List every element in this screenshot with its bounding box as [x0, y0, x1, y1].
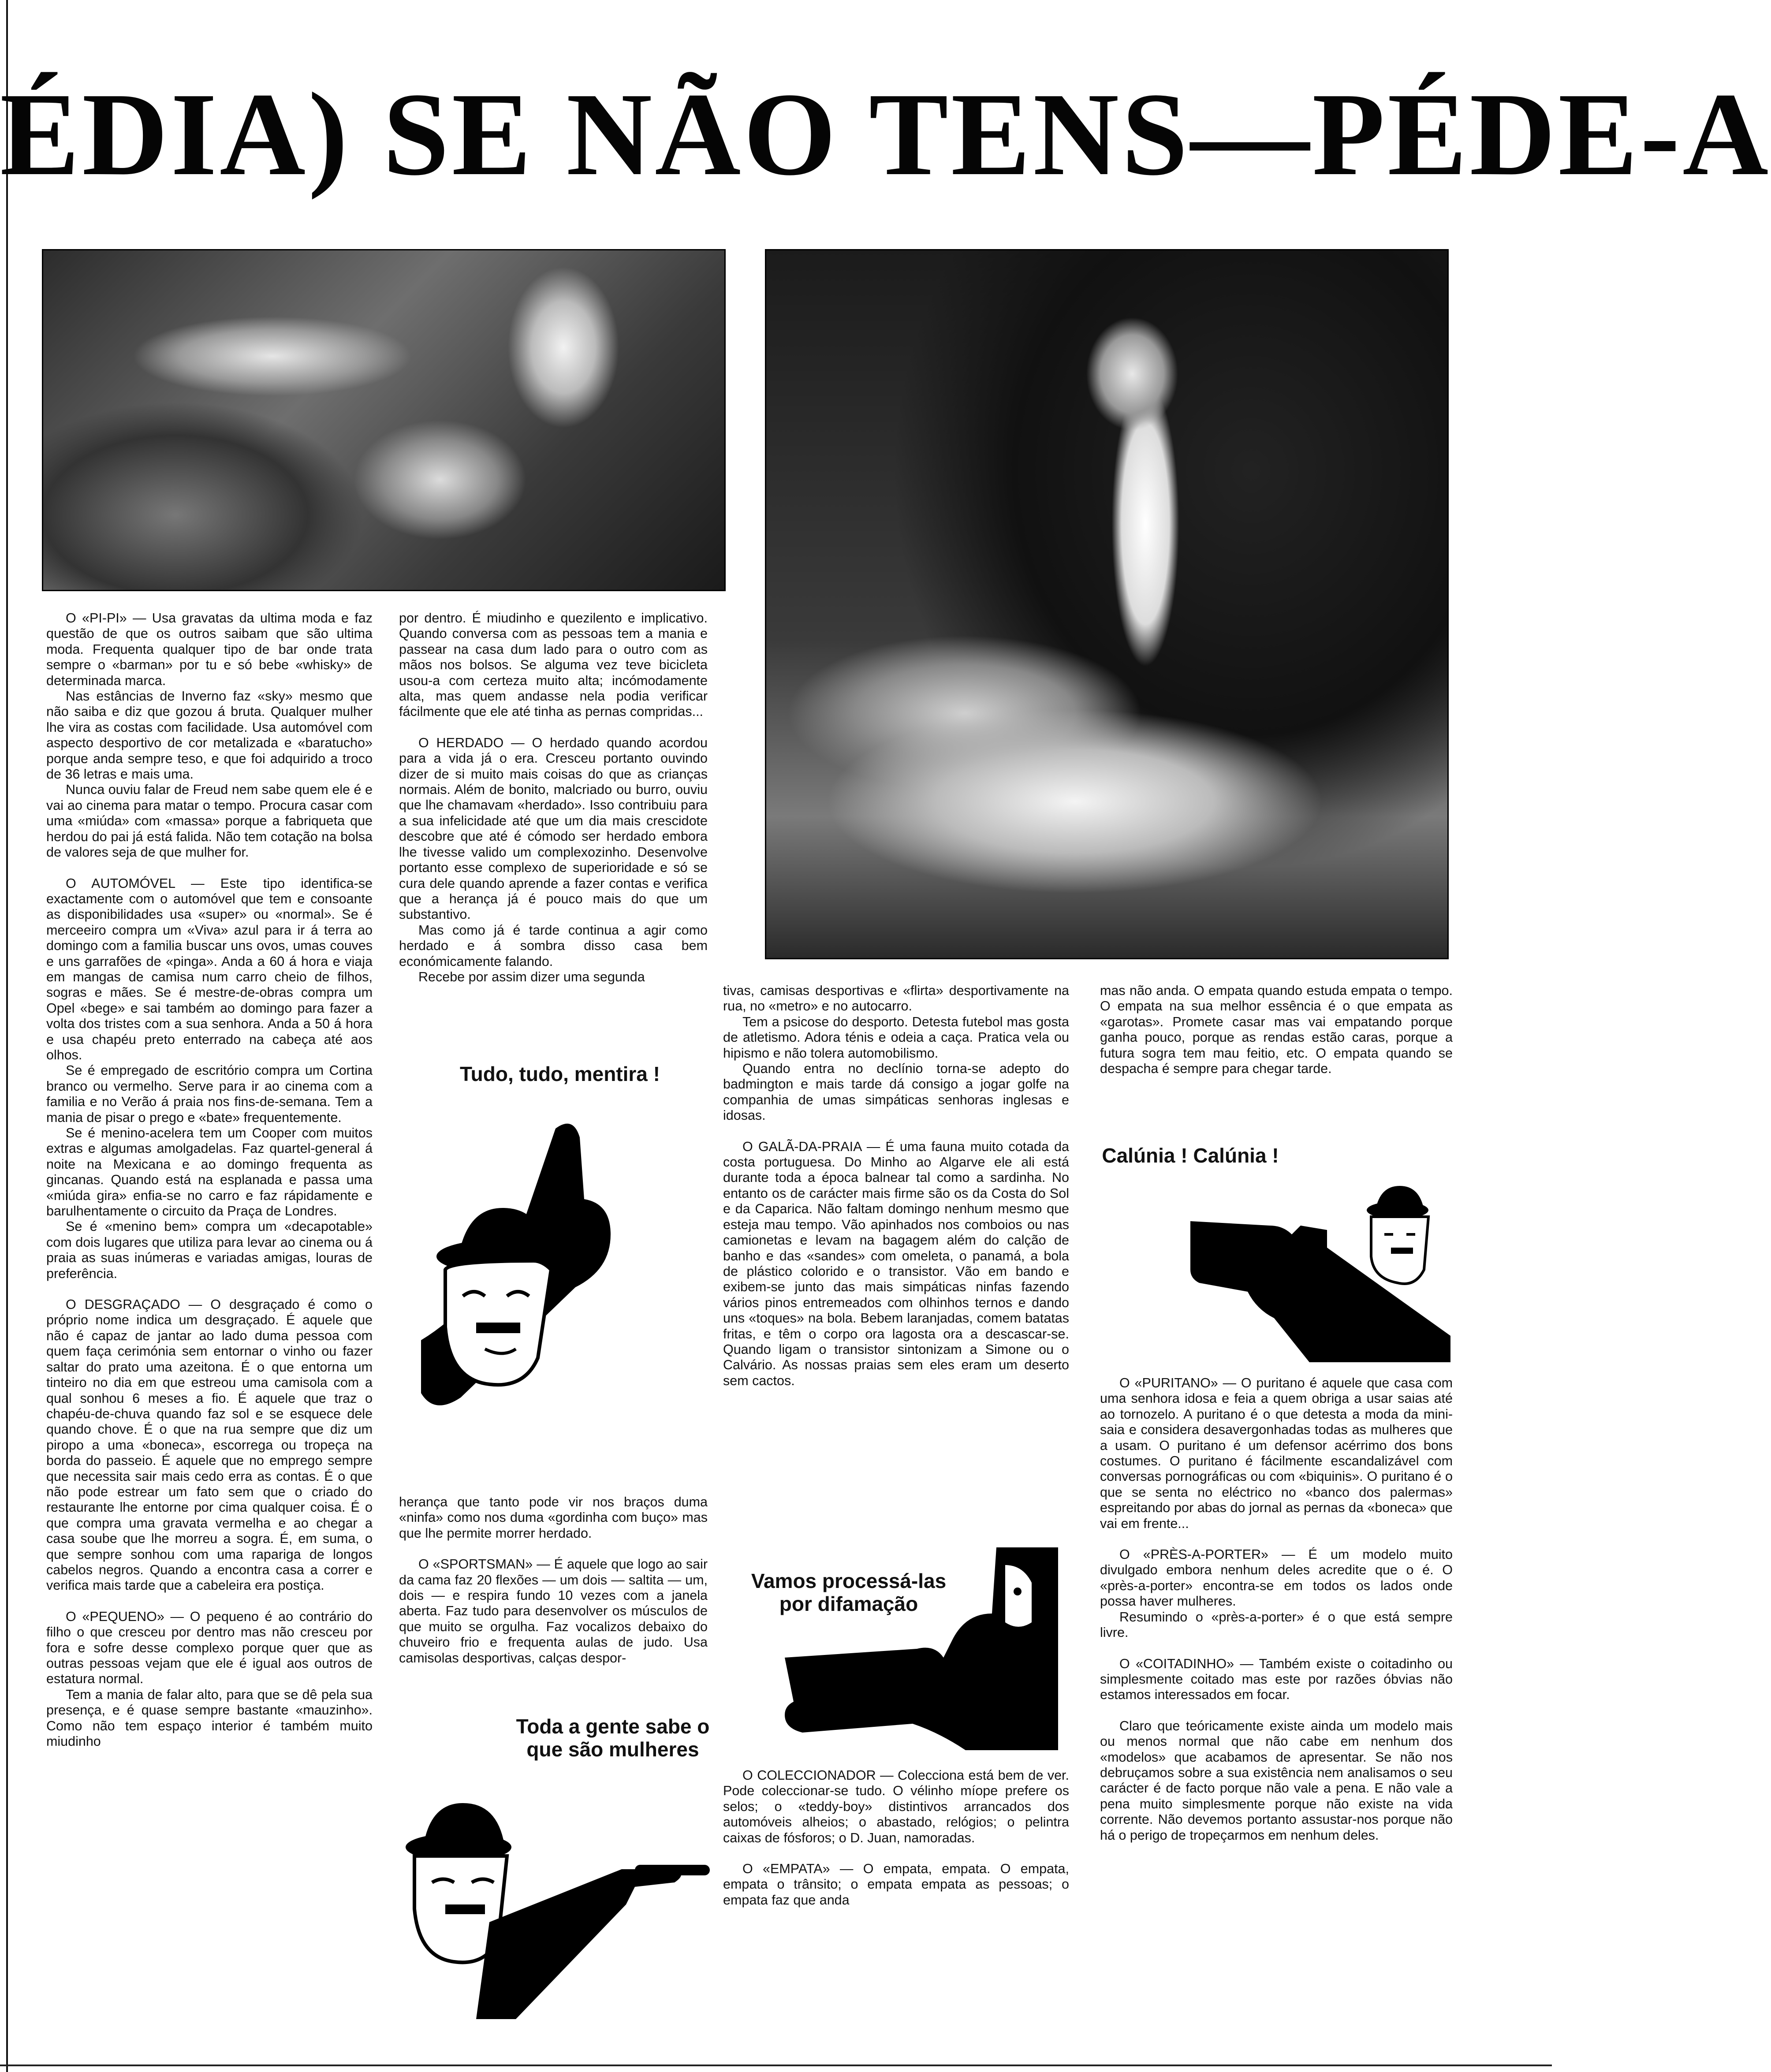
- paragraph: O COLECCIONADOR — Colecciona está bem de ver. Pode coleccionar-se tudo. O vélinho míope prefere os selos; o «teddy-boy» distintivos arrancados dos automóveis alheios; o abastado, relógios; o pelintra caixas de fósforos; o D. Juan, namoradas.: [723, 1768, 1069, 1845]
- paragraph: Tem a mania de falar alto, para que se dê pela sua presença, e é quase sempre bastante «mauzinho». Como não tem espaço interior é também muito miudinho: [46, 1687, 373, 1749]
- paragraph: O «PRÈS-A-PORTER» — É um modelo muito divulgado embora nenhum deles acredite que o é. O «près-a-porter» encontra-se em todos os lados onde possa haver mulheres.: [1100, 1547, 1453, 1609]
- cartoon-caption-toda: Toda a gente sabe o que são mulheres: [516, 1715, 710, 1761]
- page-headline: ÉDIA) SE NÃO TENS—PÉDE-A: [0, 68, 1771, 200]
- photo-man-in-tuxedo: [765, 249, 1449, 959]
- paragraph: Nas estâncias de Inverno faz «sky» mesmo que não saiba e diz que gozou á bruta. Qualquer mulher lhe vira as costas com facilidade. Usa automóvel com aspecto desportivo de cor metalizada e «baratucho» porque anda sempre teso, e que foi adquirido a troco de 36 letras e mais uma.: [46, 689, 373, 782]
- cartoon-caption-tudo: Tudo, tudo, mentira !: [460, 1062, 660, 1085]
- article-column-3: [723, 983, 1069, 1389]
- paragraph: por dentro. É miudinho e quezilento e implicativo. Quando conversa com as pessoas tem a mania e passear na casa dum lado para o outro com as mãos nos bolsos. Se alguma vez teve bicicleta usou-a com certeza muito alta; incómodamente alta, mas quem andasse nela podia verificar fácilmente que ele até tinha as pernas compridas...: [399, 611, 708, 719]
- paragraph: O «SPORTSMAN» — É aquele que logo ao sair da cama faz 20 flexões — um dois — saltita — um, dois — e respira fundo 10 vezes com a janela aberta. Faz tudo para desenvolver os músculos de que muito se orgulha. Faz vocalizos debaixo do chuveiro frio e frequenta aulas de judo. Usa camisolas desportivas, calças despor-: [399, 1557, 708, 1666]
- paragraph: O «PI-PI» — Usa gravatas da ultima moda e faz questão de que os outros saibam que são ultima moda. Frequenta qualquer tipo de bar onde trata sempre o «barman» por tu e só bebe «whisky» de determinada marca.: [46, 611, 373, 688]
- paragraph: Tem a psicose do desporto. Detesta futebol mas gosta de atletismo. Adora ténis e odeia a caça. Pratica vela ou hipismo e não tolera automobilismo.: [723, 1014, 1069, 1061]
- paragraph: O «COITADINHO» — Também existe o coitadinho ou simplesmente coitado mas este por razões óbvias não estamos interessados em focar.: [1100, 1656, 1453, 1703]
- paragraph: Mas como já é tarde continua a agir como herdado e á sombra disso casa bem económicamente falando.: [399, 922, 708, 969]
- paragraph: herança que tanto pode vir nos braços duma «ninfa» como nos duma «gordinha com buço» mas que lhe permite morrer herdado.: [399, 1494, 708, 1541]
- article-column-4: [1100, 983, 1453, 1077]
- article-column-1: [46, 611, 373, 1749]
- paragraph: O HERDADO — O herdado quando acordou para a vida já o era. Cresceu portanto ouvindo dizer de si muito mais coisas do que as crianças normais. Além de bonito, malcriado ou burro, ouviu que lhe chamavam «herdado». Isso contribuiu para a sua infelicidade até que um dia mais crescidote descobre que até é cómodo ser herdado embora lhe tivesse valido um complexozinho. Desenvolve portanto esse complexo de superioridade e só se cura dele quando aprende a fazer contas e verifica que a herança já é pouco mais do que um substantivo.: [399, 735, 708, 922]
- paragraph: Recebe por assim dizer uma segunda: [418, 969, 645, 984]
- photo-couple-lying: [42, 249, 726, 591]
- paragraph: Se é «menino bem» compra um «decapotable» com dois lugares que utiliza para levar ao cinema ou á praia as suas inúmeras e variadas amigas, louras de preferência.: [46, 1219, 373, 1281]
- paragraph: Se é menino-acelera tem um Cooper com muitos extras e algumas amolgadelas. Faz quartel-general á noite na Mexicana e ao domingo frequenta as gincanas. Quando está na esplanada e passa uma «miúda gira» enfia-se no carro e faz rápidamente e barulhentamente o circuito da Praça de Londres.: [46, 1125, 373, 1219]
- paragraph: O DESGRAÇADO — O desgraçado é como o próprio nome indica um desgraçado. É aquele que não é capaz de jantar ao lado duma pessoa com quem faça cerimónia sem entornar o vinho ou fazer saltar do prato uma azeitona. É o que entorna um tinteiro no dia em que estreou uma camisola com a qual sonhou 6 meses a fio. É aquele que traz o chapéu-de-chuva quando faz sol e se esquece dele quando chove. É o que na rua sempre que diz um piropo a uma «boneca», escorrega ou tropeça na borda do passeio. É aquele que no emprego sempre que necessita sair mais cedo erra as contas. É o que não pode estrear um fato sem que o criado do restaurante lhe entorne por cima qualquer coisa. É o que compra uma gravata vermelha e ao chegar a casa soube que lhe morreu a sogra. É, em suma, o que sempre sonhou com uma rapariga de longos cabelos negros. Quando a encontra casa a correr e verifica mais tarde que a cabeleira era postiça.: [46, 1297, 373, 1593]
- man-with-bowler-hat-raising-finger-icon: [410, 1111, 657, 1481]
- paragraph: O «EMPATA» — O empata, empata. O empata, empata o trânsito; o empata empata as pessoas; o empata faz que anda: [723, 1861, 1069, 1908]
- paragraph: Nunca ouviu falar de Freud nem sabe quem ele é e vai ao cinema para matar o tempo. Procura casar com uma «miúda» com «massa» porque a fabriqueta que herdou do pai já está falida. Não tem cotação na bolsa de valores seja de que mulher for.: [46, 782, 373, 860]
- paragraph: O «PURITANO» — O puritano é aquele que casa com uma senhora idosa e feia a quem obriga a usar saias até ao tornozelo. A puritano é o que detesta a moda da mini-saia e considera desavergonhadas todas as mulheres que a usam. O puritano é um defensor acérrimo dos bons costumes. O puritano é fácilmente escandalizável com conversas pornográficas ou com «biquinis». O puritano é o que se senta no eléctrico no «banco dos palermas» espreitando por abas do jornal as pernas da «boneca» que vai em frente...: [1100, 1375, 1453, 1531]
- article-column-4-continued: [1100, 1375, 1453, 1843]
- paragraph: mas não anda. O empata quando estuda empata o tempo. O empata na sua melhor essência é o que empata as «garotas». Promete casar mas vai empatando porque ganha pouco, porque as rendas estão caras, porque a futura sogra tem mau feitio, etc. O empata quando se despacha é sempre para chegar tarde.: [1100, 983, 1453, 1077]
- paragraph: tivas, camisas desportivas e «flirta» desportivamente na rua, no «metro» e no autocarro.: [723, 983, 1069, 1014]
- pointing-hand-cartoon-icon: [776, 1539, 1076, 1759]
- article-column-2-continued: [399, 1494, 708, 1666]
- bottom-rule: [0, 2065, 1552, 2066]
- paragraph: Resumindo o «près-a-porter» é o que está sempre livre.: [1100, 1609, 1453, 1640]
- paragraph: Claro que teóricamente existe ainda um modelo mais ou menos normal que não cabe em nenhum dos «modelos» que acabamos de apresentar. Se não nos debruçamos sobre a sua existência nem analisamos o seu carácter é de facto porque não vale a pena. E não vale a pena muito simplesmente porque não existe na vida corrente. Não devemos portanto assustar-nos porque não há o perigo de tropeçarmos em nenhum deles.: [1100, 1718, 1453, 1843]
- paragraph: Se é empregado de escritório compra um Cortina branco ou vermelho. Serve para ir ao cinema com a familia e no Verão á praia nos fins-de-semana. Tem a mania de pisar o prego e «bate» frequentemente.: [46, 1063, 373, 1125]
- cartoon-caption-vamos: Vamos processá-las por difamação: [751, 1569, 947, 1615]
- cartoon-caption-calunia: Calúnia ! Calúnia !: [1102, 1144, 1279, 1167]
- left-margin-rule: [6, 0, 8, 2072]
- man-with-bowler-hat-pointing-icon: [1190, 1186, 1455, 1362]
- paragraph: Quando entra no declínio torna-se adepto do badmington e mais tarde dá consigo a jogar golfe na companhia de umas simpáticas senhoras inglesas e idosas.: [723, 1061, 1069, 1123]
- article-column-3-continued: [723, 1768, 1069, 1908]
- paragraph: O GALÃ-DA-PRAIA — É uma fauna muito cotada da costa portuguesa. Do Minho ao Algarve ele ali está durante toda a época balnear tal como a sardinha. No entanto os de carácter mais firme são os da Costa do Sol e da Caparica. Não faltam domingo nenhum mesmo que esteja mau tempo. Vão apinhados nos comboios ou nas camionetas e levam na bagagem além do calção de banho e das «sandes» com omeleta, o panamá, a bola de plástico colorido e o transistor. Vão em bando e exibem-se junto das mais simpáticas ninfas fazendo vários pinos entremeados com olhinhos ternos e dando uns «toques» na bola. Bebem laranjadas, comem batatas fritas, e têm o corpo ora lagosta ora a descascar-se. Quando ligam o transistor sintonizam a Simone ou o Calvário. As nossas praias sem eles eram um deserto sem cactos.: [723, 1139, 1069, 1388]
- man-with-bowler-hat-pointing-icon: [397, 1799, 719, 2028]
- article-column-2: [399, 611, 708, 985]
- paragraph: O AUTOMÓVEL — Este tipo identifica-se exactamente com o automóvel que tem e consoante as disponibilidades usa «super» ou «normal». Se é merceeiro compra um «Viva» azul para ir á terra ao domingo com a familia buscar uns ovos, umas couves e uns garrafões de «pinga». Anda a 60 á hora e viaja em mangas de camisa num carro cheio de filhos, sogras e mães. Se é mestre-de-obras compra um Opel «bege» e sai também ao domingo para fazer a volta dos tristes com a sua senhora. Anda a 50 á hora e usa chapéu preto enterrado na cabeça até aos olhos.: [46, 876, 373, 1062]
- paragraph: O «PEQUENO» — O pequeno é ao contrário do filho o que cresceu por dentro mas não cresceu por fora e sofre desse complexo porque quer que as outras pessoas vejam que ele é igual aos outros de estatura normal.: [46, 1609, 373, 1687]
